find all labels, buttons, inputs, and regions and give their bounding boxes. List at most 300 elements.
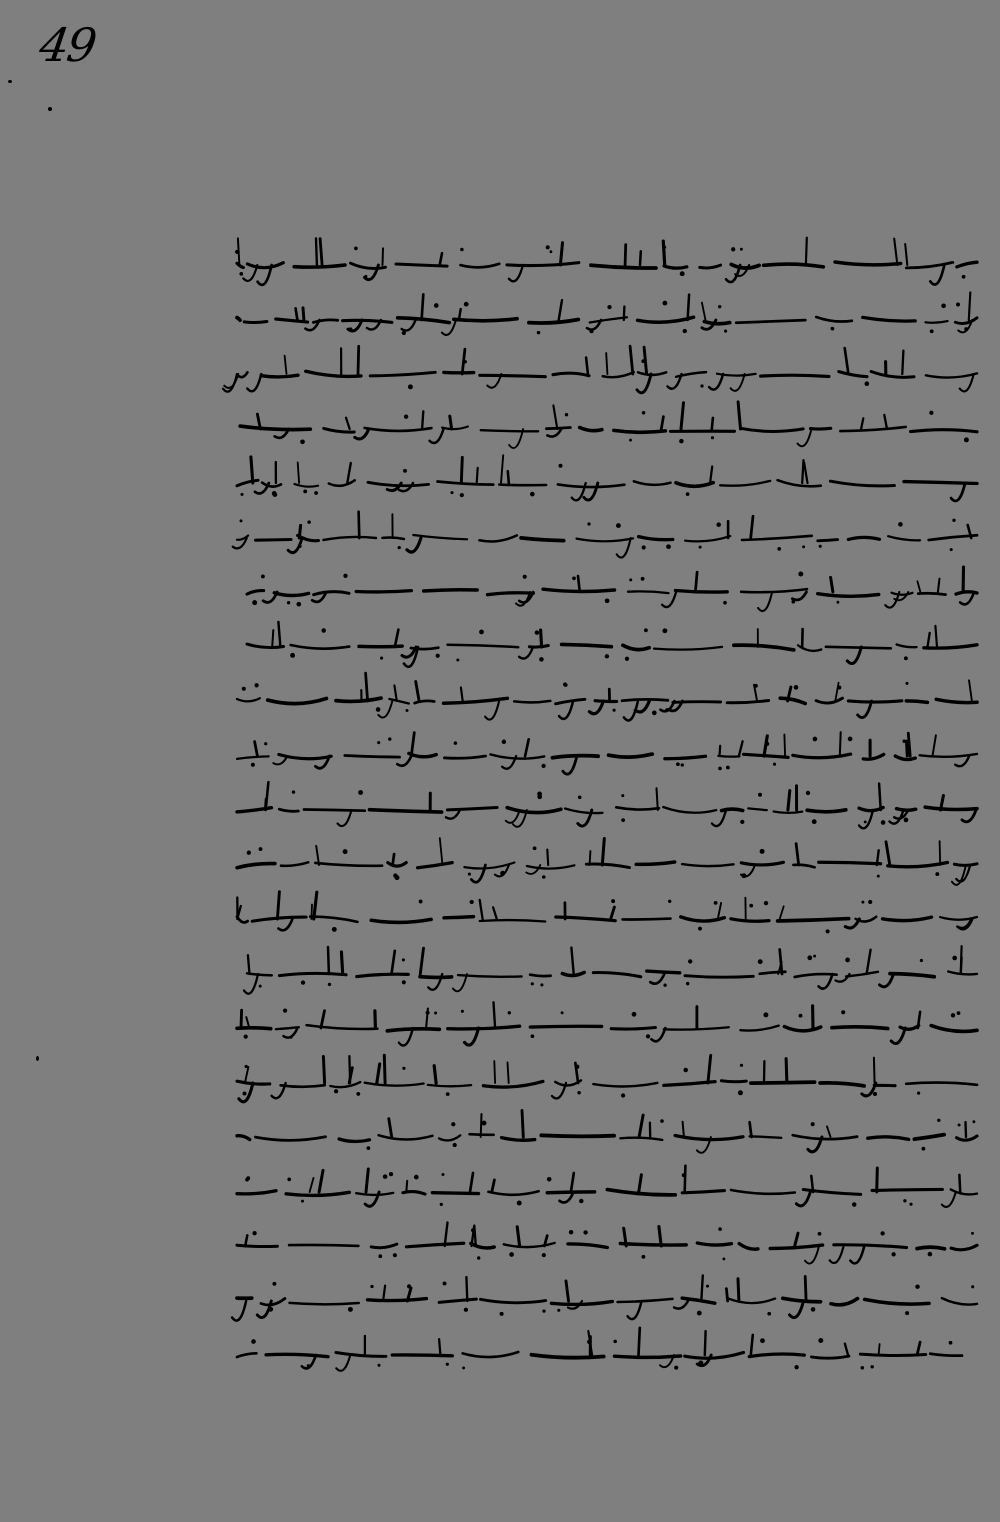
ink-stroke: [682, 864, 733, 866]
ink-dot: [836, 601, 839, 604]
ink-stroke: [734, 645, 794, 650]
ink-dot: [407, 1284, 411, 1288]
ink-stroke: [563, 756, 577, 774]
ink-dot: [682, 1173, 686, 1177]
ink-stroke: [764, 264, 824, 267]
ink-dot: [605, 654, 609, 658]
ink-stroke: [751, 1082, 815, 1083]
ink-dot: [398, 545, 401, 548]
ink-dot: [662, 628, 667, 633]
ink-speck: [8, 80, 12, 83]
ink-stroke: [933, 735, 936, 756]
ink-stroke: [440, 253, 442, 265]
ink-dot: [389, 1171, 393, 1175]
ink-stroke: [914, 1135, 944, 1140]
ink-stroke: [748, 808, 767, 810]
ink-dot: [290, 652, 295, 657]
ink-stroke: [440, 838, 443, 865]
ink-stroke: [313, 319, 337, 322]
ink-stroke: [303, 307, 304, 319]
ink-dot: [904, 656, 908, 660]
ink-dot: [802, 545, 805, 548]
ink-stroke: [744, 754, 789, 757]
ink-dot: [539, 657, 544, 662]
ink-stroke: [884, 414, 887, 428]
ink-dot: [688, 959, 692, 963]
ink-stroke: [685, 975, 753, 977]
ink-stroke: [761, 375, 829, 376]
ink-stroke: [827, 1126, 831, 1137]
ink-dot: [301, 1199, 304, 1202]
ink-stroke: [541, 1135, 614, 1136]
ink-stroke: [886, 841, 890, 864]
ink-dot: [453, 1143, 457, 1147]
ink-stroke: [393, 854, 395, 865]
ink-dot: [535, 630, 539, 634]
ink-dot: [950, 548, 953, 551]
ink-stroke: [926, 321, 948, 323]
ink-stroke: [240, 426, 310, 430]
ink-stroke: [527, 865, 575, 868]
ink-dot: [405, 709, 408, 712]
ink-stroke: [279, 809, 298, 811]
ink-stroke: [675, 1136, 743, 1140]
ink-stroke: [888, 862, 948, 866]
ink-stroke: [654, 646, 722, 649]
ink-dot: [251, 762, 255, 766]
ink-stroke: [508, 1062, 509, 1083]
ink-stroke: [571, 1173, 574, 1192]
ink-stroke: [509, 265, 523, 281]
ink-stroke: [445, 1223, 448, 1247]
ink-dot: [557, 1308, 560, 1311]
ink-stroke: [739, 1244, 758, 1250]
ink-stroke: [418, 862, 453, 867]
ink-stroke: [622, 699, 668, 700]
handwriting-strokes: [232, 562, 990, 612]
ink-stroke: [356, 1192, 393, 1194]
ink-dot: [252, 1231, 256, 1235]
ink-dot: [848, 736, 853, 741]
ink-stroke: [867, 949, 871, 973]
ink-stroke: [770, 1245, 822, 1248]
ink-dot: [402, 1066, 405, 1069]
ink-stroke: [299, 525, 300, 538]
ink-stroke: [466, 1277, 467, 1301]
ink-stroke: [695, 572, 697, 592]
ink-stroke: [493, 907, 497, 919]
ink-stroke: [232, 1301, 246, 1321]
ink-stroke: [558, 484, 625, 487]
ink-dot: [334, 1089, 338, 1093]
ink-stroke: [907, 741, 908, 756]
ink-stroke: [650, 974, 664, 984]
ink-stroke: [492, 1179, 495, 1191]
ink-dot: [328, 982, 331, 985]
ink-stroke: [504, 1243, 555, 1247]
ink-stroke: [488, 593, 534, 595]
ink-stroke: [351, 263, 386, 268]
ink-stroke: [845, 1344, 848, 1355]
ink-stroke: [720, 745, 721, 755]
handwritten-line: [232, 290, 990, 340]
ink-dot: [698, 927, 702, 931]
handwriting-strokes: [232, 344, 990, 394]
ink-stroke: [639, 1174, 642, 1191]
ink-stroke: [251, 457, 253, 483]
ink-dot: [378, 1254, 382, 1258]
ink-dot: [268, 1306, 273, 1311]
ink-stroke: [750, 1122, 752, 1137]
handwriting-strokes: [232, 780, 990, 830]
ink-stroke: [819, 862, 881, 864]
ink-stroke: [237, 317, 240, 320]
ink-stroke: [624, 306, 625, 320]
ink-stroke: [285, 356, 287, 374]
ink-dot: [402, 330, 406, 334]
ink-stroke: [323, 536, 376, 539]
ink-dot: [613, 709, 616, 712]
ink-stroke: [365, 1082, 424, 1085]
ink-dot: [321, 628, 326, 633]
ink-dot: [283, 1008, 287, 1012]
ink-stroke: [816, 317, 852, 322]
ink-dot: [798, 572, 803, 577]
ink-stroke: [709, 374, 723, 390]
ink-stroke: [897, 644, 917, 647]
ink-stroke: [323, 1056, 324, 1083]
ink-stroke: [727, 1298, 775, 1303]
ink-stroke: [710, 467, 712, 484]
ink-stroke: [701, 1275, 703, 1301]
ink-stroke: [806, 238, 807, 265]
handwriting-strokes: [232, 1053, 990, 1103]
ink-stroke: [618, 1298, 673, 1301]
handwritten-line: [232, 399, 990, 449]
ink-stroke: [547, 849, 548, 864]
handwritten-line: [232, 671, 990, 721]
ink-stroke: [321, 1011, 325, 1028]
ink-stroke: [704, 321, 729, 323]
ink-stroke: [474, 1226, 476, 1247]
ink-stroke: [720, 481, 770, 486]
ink-stroke: [439, 1299, 476, 1302]
ink-stroke: [356, 591, 411, 592]
ink-stroke: [935, 625, 937, 646]
ink-stroke: [942, 1298, 977, 1304]
ink-stroke: [508, 471, 509, 483]
ink-stroke: [252, 917, 306, 921]
ink-dot: [663, 983, 666, 986]
ink-dot: [665, 708, 669, 712]
ink-stroke: [834, 1245, 907, 1248]
ink-stroke: [805, 1246, 819, 1264]
ink-dot: [758, 793, 762, 797]
ink-dot: [831, 326, 835, 330]
ink-dot: [376, 707, 381, 712]
ink-stroke: [872, 1189, 942, 1190]
ink-stroke: [553, 405, 557, 429]
ink-dot: [377, 1364, 380, 1367]
ink-dot: [818, 1338, 823, 1343]
ink-stroke: [795, 1233, 798, 1246]
ink-dot: [740, 820, 744, 824]
ink-stroke: [607, 1189, 675, 1194]
ink-stroke: [256, 539, 292, 540]
handwritten-line: [232, 726, 990, 776]
ink-dot: [471, 1228, 475, 1232]
ink-stroke: [565, 809, 603, 814]
ink-stroke: [807, 810, 846, 812]
ink-stroke: [705, 1331, 706, 1355]
ink-stroke: [911, 429, 977, 431]
ink-dot: [575, 1064, 580, 1069]
ink-dot: [868, 900, 872, 904]
ink-dot: [674, 1366, 678, 1370]
ink-stroke: [586, 864, 629, 868]
ink-stroke: [237, 756, 269, 759]
ink-dot: [578, 796, 582, 800]
ink-stroke: [477, 468, 478, 483]
ink-stroke: [812, 1356, 849, 1358]
ink-dot: [246, 1176, 250, 1180]
handwritten-line: [232, 508, 990, 558]
ink-stroke: [917, 1247, 944, 1249]
ink-stroke: [291, 645, 350, 649]
ink-dot: [929, 410, 933, 414]
ink-stroke: [835, 683, 838, 701]
ink-dot: [542, 1309, 545, 1312]
ink-stroke: [795, 974, 837, 977]
ink-stroke: [383, 1285, 385, 1300]
ink-stroke: [798, 429, 812, 446]
ink-stroke: [298, 462, 299, 483]
ink-stroke: [661, 416, 663, 428]
ink-stroke: [780, 906, 784, 919]
ink-dot: [292, 790, 295, 793]
ink-stroke: [278, 919, 292, 930]
ink-dot: [451, 1122, 455, 1126]
folio-number: 49: [36, 18, 99, 72]
ink-stroke: [731, 919, 769, 921]
ink-dot: [380, 656, 383, 659]
ink-stroke: [237, 1190, 276, 1193]
ink-stroke: [461, 688, 463, 702]
ink-stroke: [845, 348, 849, 374]
ink-stroke: [358, 346, 359, 374]
ink-dot: [259, 984, 262, 987]
ink-stroke: [897, 809, 916, 811]
ink-dot: [852, 1202, 857, 1207]
handwriting-strokes: [232, 835, 990, 885]
ink-stroke: [529, 319, 578, 323]
ink-stroke: [611, 1028, 655, 1030]
ink-stroke: [329, 480, 355, 486]
ink-stroke: [295, 484, 319, 487]
ink-stroke: [368, 1298, 427, 1300]
ink-dot: [541, 763, 545, 767]
ink-dot: [343, 574, 347, 578]
ink-dot: [264, 742, 267, 745]
ink-stroke: [379, 1135, 433, 1139]
ink-stroke: [355, 429, 369, 439]
ink-stroke: [432, 1192, 478, 1193]
ink-dot: [531, 982, 534, 985]
ink-dot: [367, 1146, 371, 1150]
ink-dot: [904, 818, 909, 823]
ink-dot: [683, 328, 687, 332]
ink-stroke: [826, 646, 891, 648]
ink-stroke: [336, 698, 381, 701]
ink-stroke: [416, 682, 419, 702]
handwritten-line: [232, 344, 990, 394]
ink-stroke: [951, 1245, 977, 1250]
ink-stroke: [237, 1353, 256, 1357]
ink-dot: [440, 1202, 443, 1205]
ink-stroke: [959, 1174, 960, 1191]
ink-stroke: [811, 428, 831, 429]
ink-stroke: [620, 1138, 662, 1140]
ink-dot: [765, 741, 769, 745]
ink-dot: [718, 1227, 722, 1231]
ink-stroke: [796, 1192, 810, 1206]
ink-stroke: [930, 1354, 962, 1356]
ink-stroke: [306, 371, 361, 376]
ink-dot: [272, 491, 277, 496]
ink-stroke: [237, 1136, 250, 1140]
ink-stroke: [247, 591, 264, 595]
handwritten-line: [232, 562, 990, 612]
ink-stroke: [502, 1138, 535, 1141]
ink-stroke: [863, 754, 883, 759]
ink-stroke: [286, 1192, 349, 1195]
ink-stroke: [450, 416, 452, 429]
ink-stroke: [593, 972, 641, 976]
ink-dot: [898, 522, 903, 527]
ink-stroke: [556, 699, 585, 704]
handwriting-strokes: [232, 944, 990, 994]
ink-dot: [402, 958, 405, 961]
ink-dot: [652, 711, 657, 716]
ink-stroke: [895, 756, 915, 760]
ink-dot: [763, 1012, 768, 1017]
ink-stroke: [900, 1026, 919, 1030]
ink-stroke: [480, 920, 545, 921]
ink-stroke: [790, 1301, 804, 1318]
ink-dot: [547, 1177, 552, 1182]
ink-stroke: [566, 1281, 569, 1301]
ink-stroke: [245, 1235, 247, 1246]
ink-stroke: [906, 262, 953, 268]
ink-dot: [949, 1341, 953, 1345]
ink-dot: [296, 602, 301, 607]
ink-dot: [641, 359, 645, 363]
ink-dot: [841, 1010, 845, 1014]
ink-dot: [419, 900, 423, 904]
handwritten-line: [232, 1162, 990, 1212]
ink-stroke: [277, 892, 279, 919]
ink-dot: [644, 628, 648, 632]
ink-stroke: [485, 701, 499, 720]
ink-stroke: [955, 317, 977, 323]
ink-stroke: [888, 536, 920, 540]
ink-dot: [395, 875, 400, 880]
ink-dot: [414, 1174, 419, 1179]
ink-dot: [722, 1257, 725, 1260]
ink-dot: [681, 763, 684, 766]
ink-stroke: [442, 426, 468, 429]
ink-dot: [773, 762, 776, 765]
ink-dot: [446, 1363, 449, 1366]
ink-stroke: [940, 841, 941, 865]
ink-stroke: [674, 1301, 688, 1309]
ink-stroke: [868, 1137, 909, 1140]
ink-dot: [861, 1366, 865, 1370]
ink-stroke: [237, 698, 260, 701]
ink-stroke: [444, 756, 485, 758]
ink-stroke: [402, 647, 416, 657]
ink-stroke: [712, 418, 713, 429]
ink-stroke: [793, 1135, 857, 1139]
ink-stroke: [265, 799, 266, 810]
ink-dot: [972, 1120, 975, 1123]
ink-stroke: [906, 701, 927, 703]
handwritten-line: [232, 1325, 990, 1375]
ink-dot: [546, 245, 550, 249]
ink-stroke: [586, 358, 588, 374]
ink-stroke: [948, 971, 977, 974]
ink-dot: [613, 1340, 617, 1344]
ink-stroke: [245, 1066, 249, 1082]
ink-stroke: [924, 644, 977, 647]
ink-stroke: [740, 1026, 778, 1031]
ink-stroke: [448, 644, 519, 647]
ink-dot: [819, 544, 822, 547]
ink-stroke: [461, 457, 462, 483]
ink-dot: [251, 1339, 256, 1344]
ink-dot: [629, 438, 632, 441]
ink-dot: [642, 545, 646, 549]
handwriting-strokes: [232, 671, 990, 721]
ink-stroke: [383, 248, 384, 265]
ink-stroke: [392, 950, 395, 973]
ink-stroke: [395, 629, 399, 646]
ink-stroke: [636, 862, 675, 864]
ink-stroke: [434, 1065, 436, 1082]
ink-dot: [700, 384, 703, 387]
ink-dot: [550, 250, 553, 253]
ink-stroke: [871, 372, 914, 378]
ink-stroke: [832, 1027, 888, 1029]
ink-dot: [641, 577, 645, 581]
handwritten-line: [232, 1053, 990, 1103]
ink-dot: [605, 598, 610, 603]
handwritten-line: [232, 453, 990, 503]
ink-dot: [760, 848, 765, 853]
ink-stroke: [521, 537, 564, 540]
ink-dot: [818, 1232, 822, 1236]
ink-stroke: [955, 756, 969, 766]
ink-stroke: [330, 1082, 360, 1087]
ink-stroke: [665, 756, 706, 758]
ink-stroke: [501, 455, 503, 483]
ink-stroke: [237, 1245, 277, 1246]
ink-stroke: [831, 1298, 858, 1304]
ink-stroke: [839, 372, 867, 377]
ink-dot: [676, 762, 680, 766]
ink-stroke: [918, 593, 945, 594]
ink-stroke: [793, 754, 851, 758]
